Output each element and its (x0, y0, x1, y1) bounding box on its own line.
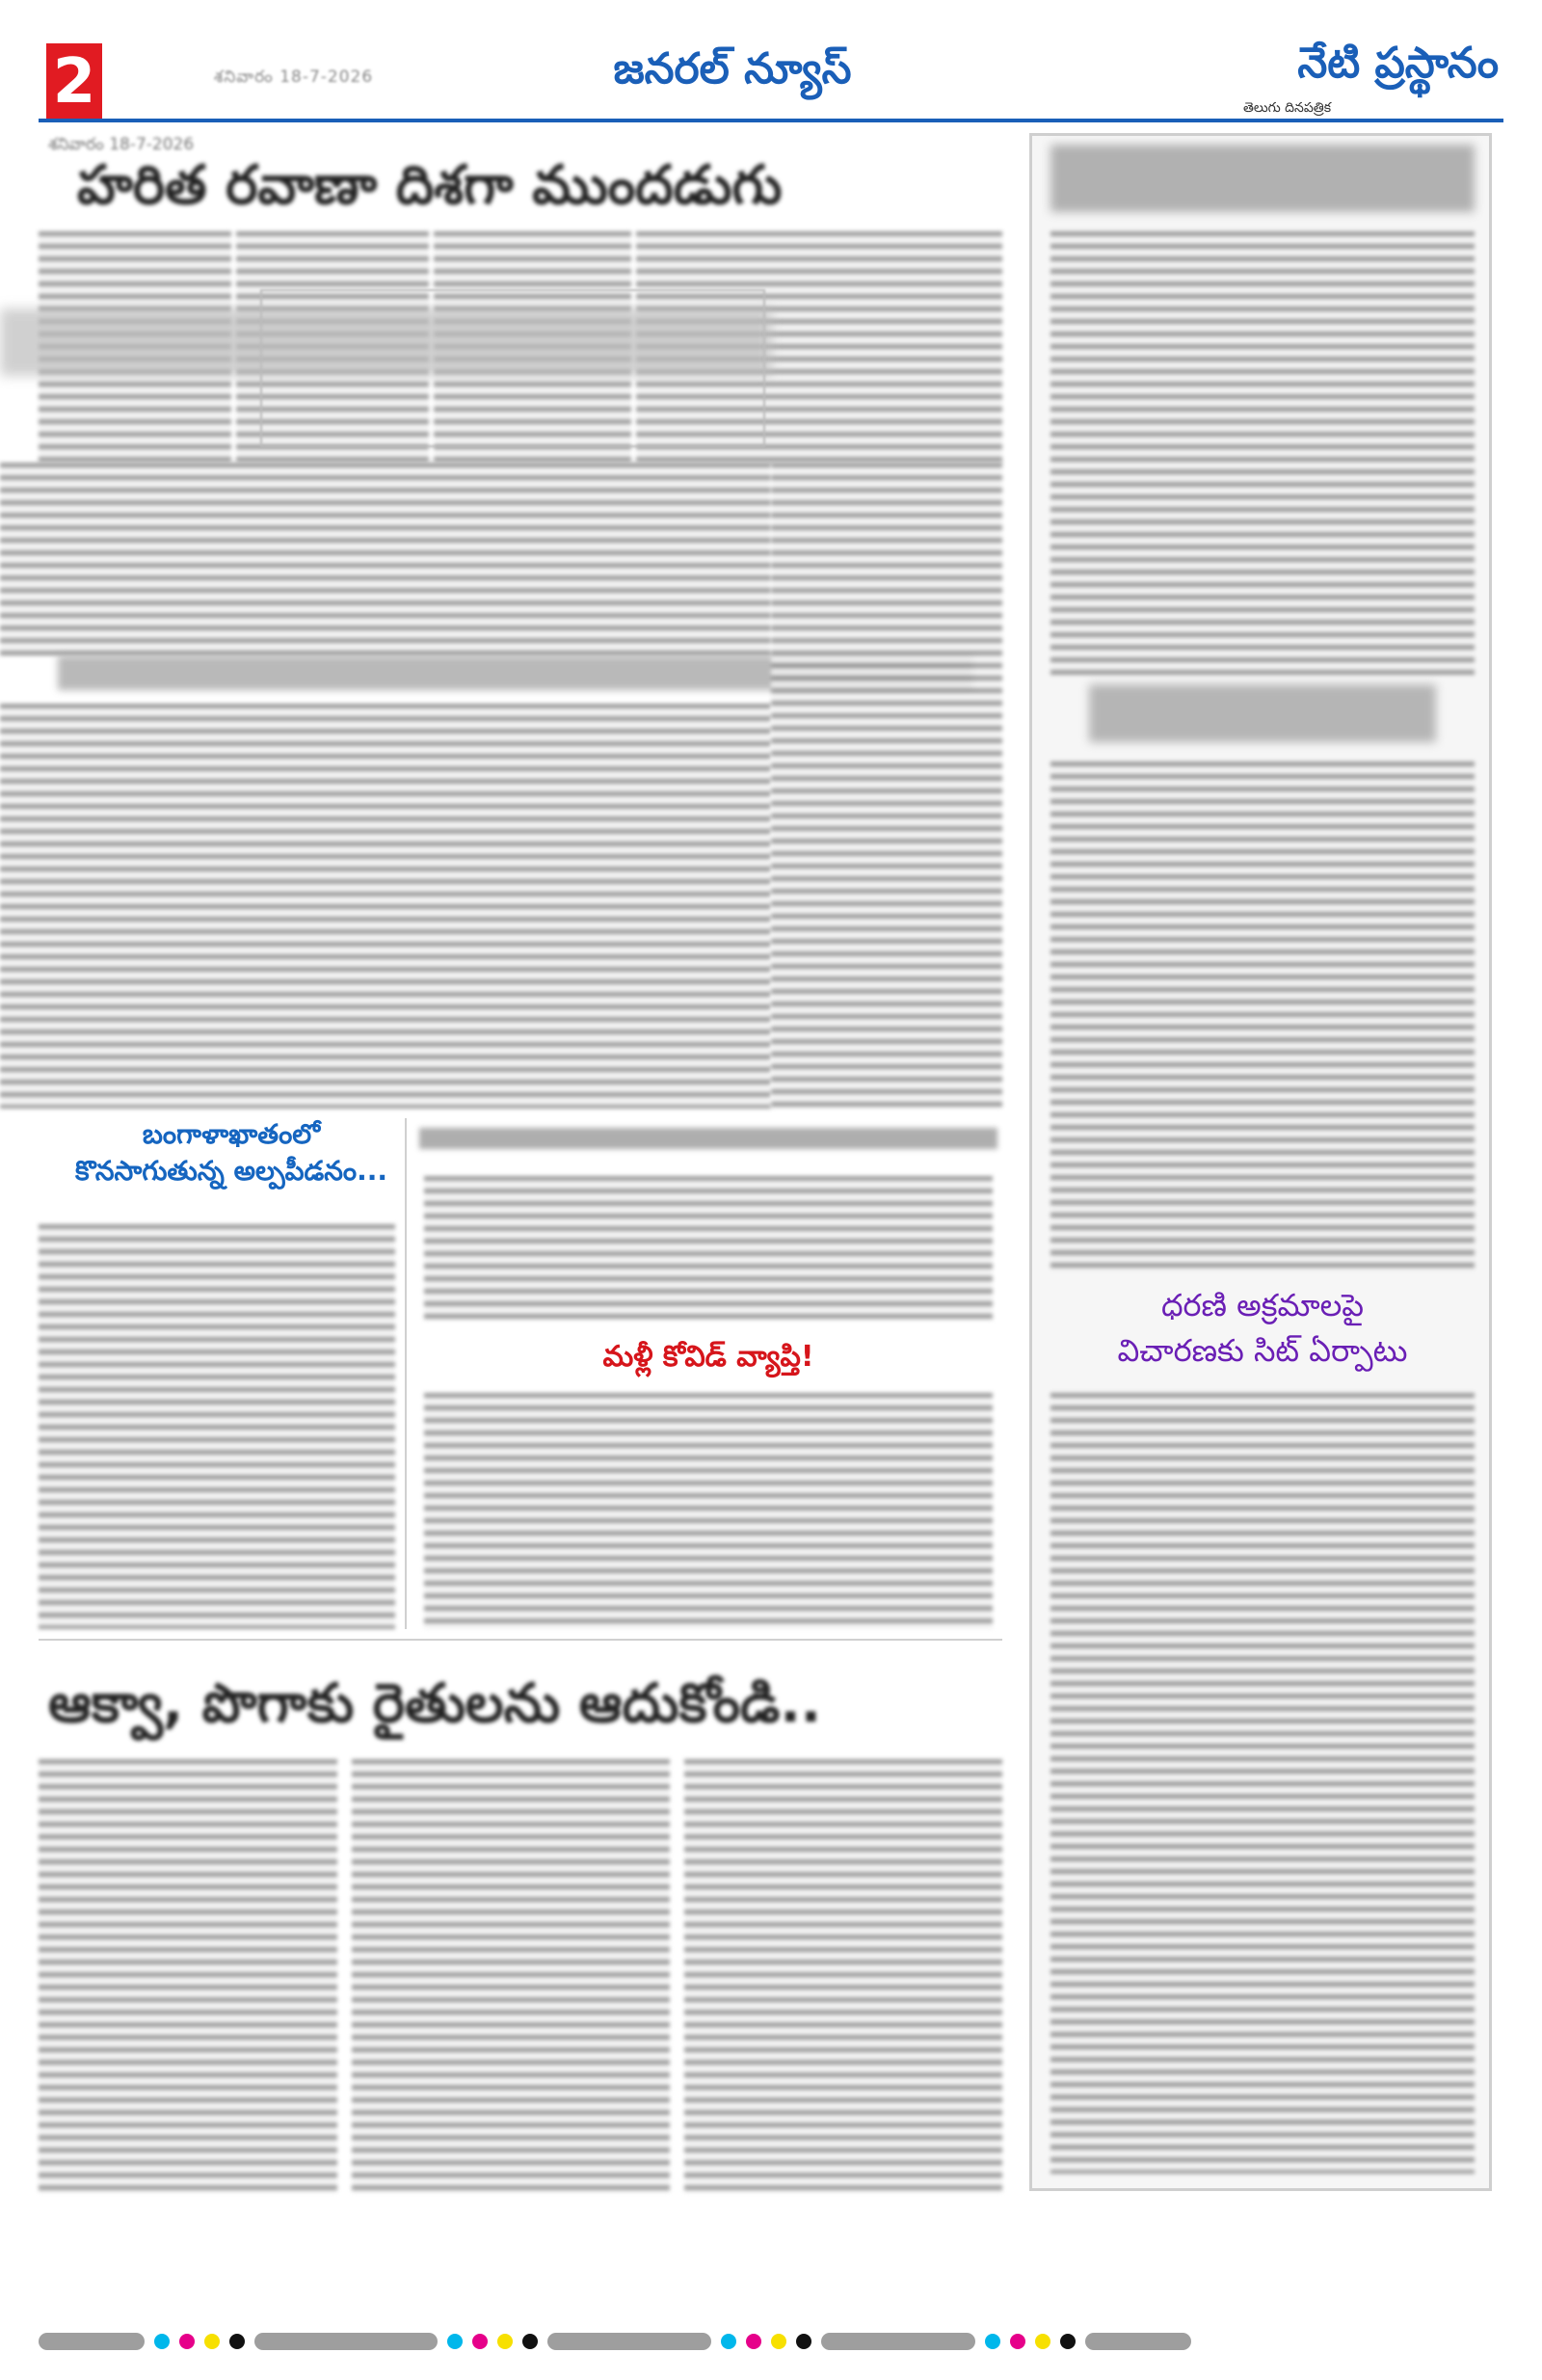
bottom-headline: ఆక్వా, పొగాకు రైతులను ఆదుకోండి.. (48, 1672, 822, 1735)
bay-of-bengal-headline-2: కొనసాగుతున్న అల్పపీడనం... (74, 1155, 388, 1187)
section-divider (39, 1639, 1002, 1641)
sidebar-text-1 (1050, 231, 1475, 675)
covid-headline: మళ్లీ కోవిడ్ వ్యాప్తి! (602, 1340, 814, 1374)
sidebar-text-2 (1050, 762, 1475, 1272)
sidebar-blurred-subheadline (1089, 684, 1436, 742)
print-registration-bar (39, 2331, 1503, 2352)
overlay-text-block (0, 463, 771, 655)
blurred-caption-line (419, 1128, 997, 1149)
bottom-text-col-1 (39, 1759, 337, 2193)
section-title: జనరల్ న్యూస్ (613, 44, 852, 94)
dharani-headline-2: విచారణకు సిట్ ఏర్పాటు (1117, 1332, 1408, 1369)
bottom-text-col-3 (684, 1759, 1002, 2193)
issue-date: శనివారం 18-7-2026 (214, 67, 374, 87)
page-number-badge: 2 (46, 43, 102, 120)
dharani-headline-1: ధరణి అక్రమాలపై (1160, 1287, 1365, 1324)
overlay-text-block-2 (0, 704, 771, 1109)
covid-intro-text (424, 1176, 993, 1321)
covid-article-text (424, 1393, 993, 1629)
column-divider (405, 1118, 407, 1629)
newspaper-masthead: నేటి ప్రస్థానం (1297, 39, 1499, 88)
bay-of-bengal-headline-1: బంగాళాఖాతంలో (142, 1118, 321, 1150)
article-dateline: శనివారం 18-7-2026 (48, 135, 195, 154)
bay-article-text (39, 1224, 395, 1629)
dharani-article-text (1050, 1393, 1475, 2174)
header-rule (39, 119, 1503, 122)
top-headline: హరిత రవాణా దిశగా ముందడుగు (77, 154, 783, 217)
masthead-tagline: తెలుగు దినపత్రిక (1243, 100, 1332, 116)
right-col-text (771, 463, 1002, 1109)
sidebar-blurred-headline (1050, 145, 1475, 212)
bottom-text-col-2 (352, 1759, 670, 2193)
inset-box (260, 289, 765, 447)
